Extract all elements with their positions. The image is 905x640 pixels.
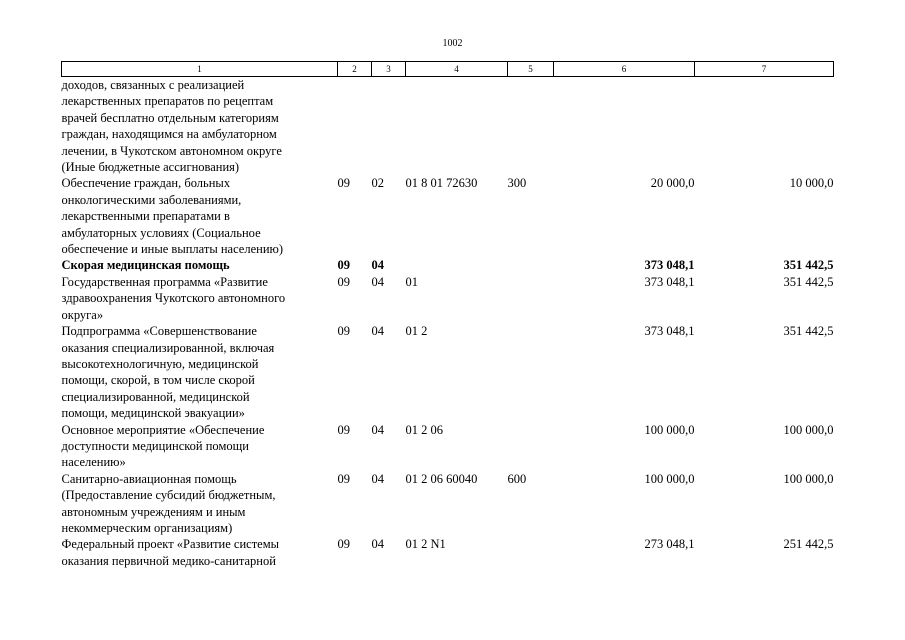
row-amount-1: 100 000,0 [644, 422, 695, 437]
table-row [62, 323, 834, 421]
table-row [62, 471, 834, 537]
row-expense-type [508, 536, 554, 569]
row-subsection [372, 77, 406, 176]
row-subsection: 02 [371, 176, 384, 191]
row-name: Санитарно-авиационная помощь (Предоставление субсидий бюджетным, автономным учреждениям и иным некоммерческим организациям) [61, 471, 276, 535]
header-row [62, 62, 834, 77]
row-expense-type [508, 77, 554, 176]
row-amount-1 [554, 77, 695, 176]
row-amount-1: 373 048,1 [644, 324, 695, 339]
row-amount-1: 100 000,0 [644, 471, 695, 486]
row-amount-2: 100 000,0 [783, 471, 834, 486]
row-amount-1: 20 000,0 [650, 176, 695, 191]
table-row [62, 77, 834, 176]
budget-table [61, 61, 834, 569]
row-expense-type: 600 [507, 471, 527, 486]
row-subsection: 04 [371, 324, 384, 339]
row-amount-1: 373 048,1 [644, 258, 695, 273]
row-amount-1: 373 048,1 [644, 274, 695, 289]
row-amount-2: 251 442,5 [783, 537, 834, 552]
row-target-article: 01 8 01 72630 [405, 176, 478, 191]
row-name: Подпрограмма «Совершенствование оказания специализированной, включая высокотехнологичную, медицинской помощи, скорой, в том числе скорой специализированной, медицинской помощи, медицинской эвакуации» [61, 324, 275, 421]
header-cell-7: 7 [695, 62, 834, 77]
header-cell-6: 6 [554, 62, 695, 77]
table-body [62, 77, 834, 570]
row-expense-type [508, 274, 554, 323]
row-target-article: 01 2 06 60040 [405, 471, 478, 486]
row-name: Основное мероприятие «Обеспечение доступности медицинской помощи населению» [61, 422, 265, 470]
table-header [62, 62, 834, 77]
row-target-article: 01 [405, 274, 418, 289]
page-number: 1002 [442, 38, 463, 49]
row-target-article: 01 2 [405, 324, 428, 339]
header-cell-3: 3 [372, 62, 406, 77]
row-target-article [406, 257, 508, 273]
row-expense-type [508, 422, 554, 471]
row-subsection: 04 [371, 471, 384, 486]
header-cell-2: 2 [338, 62, 372, 77]
row-amount-1: 273 048,1 [644, 537, 695, 552]
row-subsection: 04 [371, 422, 384, 437]
row-amount-2: 10 000,0 [789, 176, 834, 191]
row-expense-type [508, 323, 554, 421]
row-section: 09 [337, 176, 350, 191]
row-section [338, 77, 372, 176]
row-amount-2: 351 442,5 [783, 274, 834, 289]
row-amount-2: 351 442,5 [783, 258, 834, 273]
table-row [62, 274, 834, 323]
row-amount-2: 351 442,5 [783, 324, 834, 339]
row-subsection: 04 [371, 258, 384, 273]
row-section: 09 [337, 274, 350, 289]
header-cell-1: 1 [62, 62, 338, 77]
row-name: Скорая медицинская помощь [61, 258, 230, 273]
row-name: Федеральный проект «Развитие системы оказания первичной медико-санитарной [61, 537, 280, 568]
row-target-article: 01 2 06 [405, 422, 443, 437]
row-subsection: 04 [371, 274, 384, 289]
row-expense-type [508, 257, 554, 273]
table-row [62, 257, 834, 273]
row-section: 09 [337, 537, 350, 552]
header-cell-4: 4 [406, 62, 508, 77]
row-name: Государственная программа «Развитие здравоохранения Чукотского автономного округа» [61, 274, 286, 322]
row-target-article: 01 2 N1 [405, 537, 446, 552]
row-name: доходов, связанных с реализацией лекарственных препаратов по рецептам врачей бесплатно отдельным категориям граждан, находящимся на амбулаторном лечении, в Чукотском автономном округе (Иные бюджетные ассигнования) [61, 78, 282, 175]
row-subsection: 04 [371, 537, 384, 552]
row-target-article [406, 77, 508, 176]
row-amount-2 [695, 77, 834, 176]
row-name: Обеспечение граждан, больных онкологическими заболеваниями, лекарственными препаратами в амбулаторных условиях (Социальное обеспечение и иные выплаты населению) [61, 176, 284, 257]
row-expense-type: 300 [507, 176, 527, 191]
header-cell-5: 5 [508, 62, 554, 77]
row-section: 09 [337, 258, 350, 273]
table-row [62, 536, 834, 569]
row-section: 09 [337, 324, 350, 339]
table-row [62, 422, 834, 471]
table-row [62, 175, 834, 257]
row-amount-2: 100 000,0 [783, 422, 834, 437]
row-section: 09 [337, 422, 350, 437]
row-section: 09 [337, 471, 350, 486]
